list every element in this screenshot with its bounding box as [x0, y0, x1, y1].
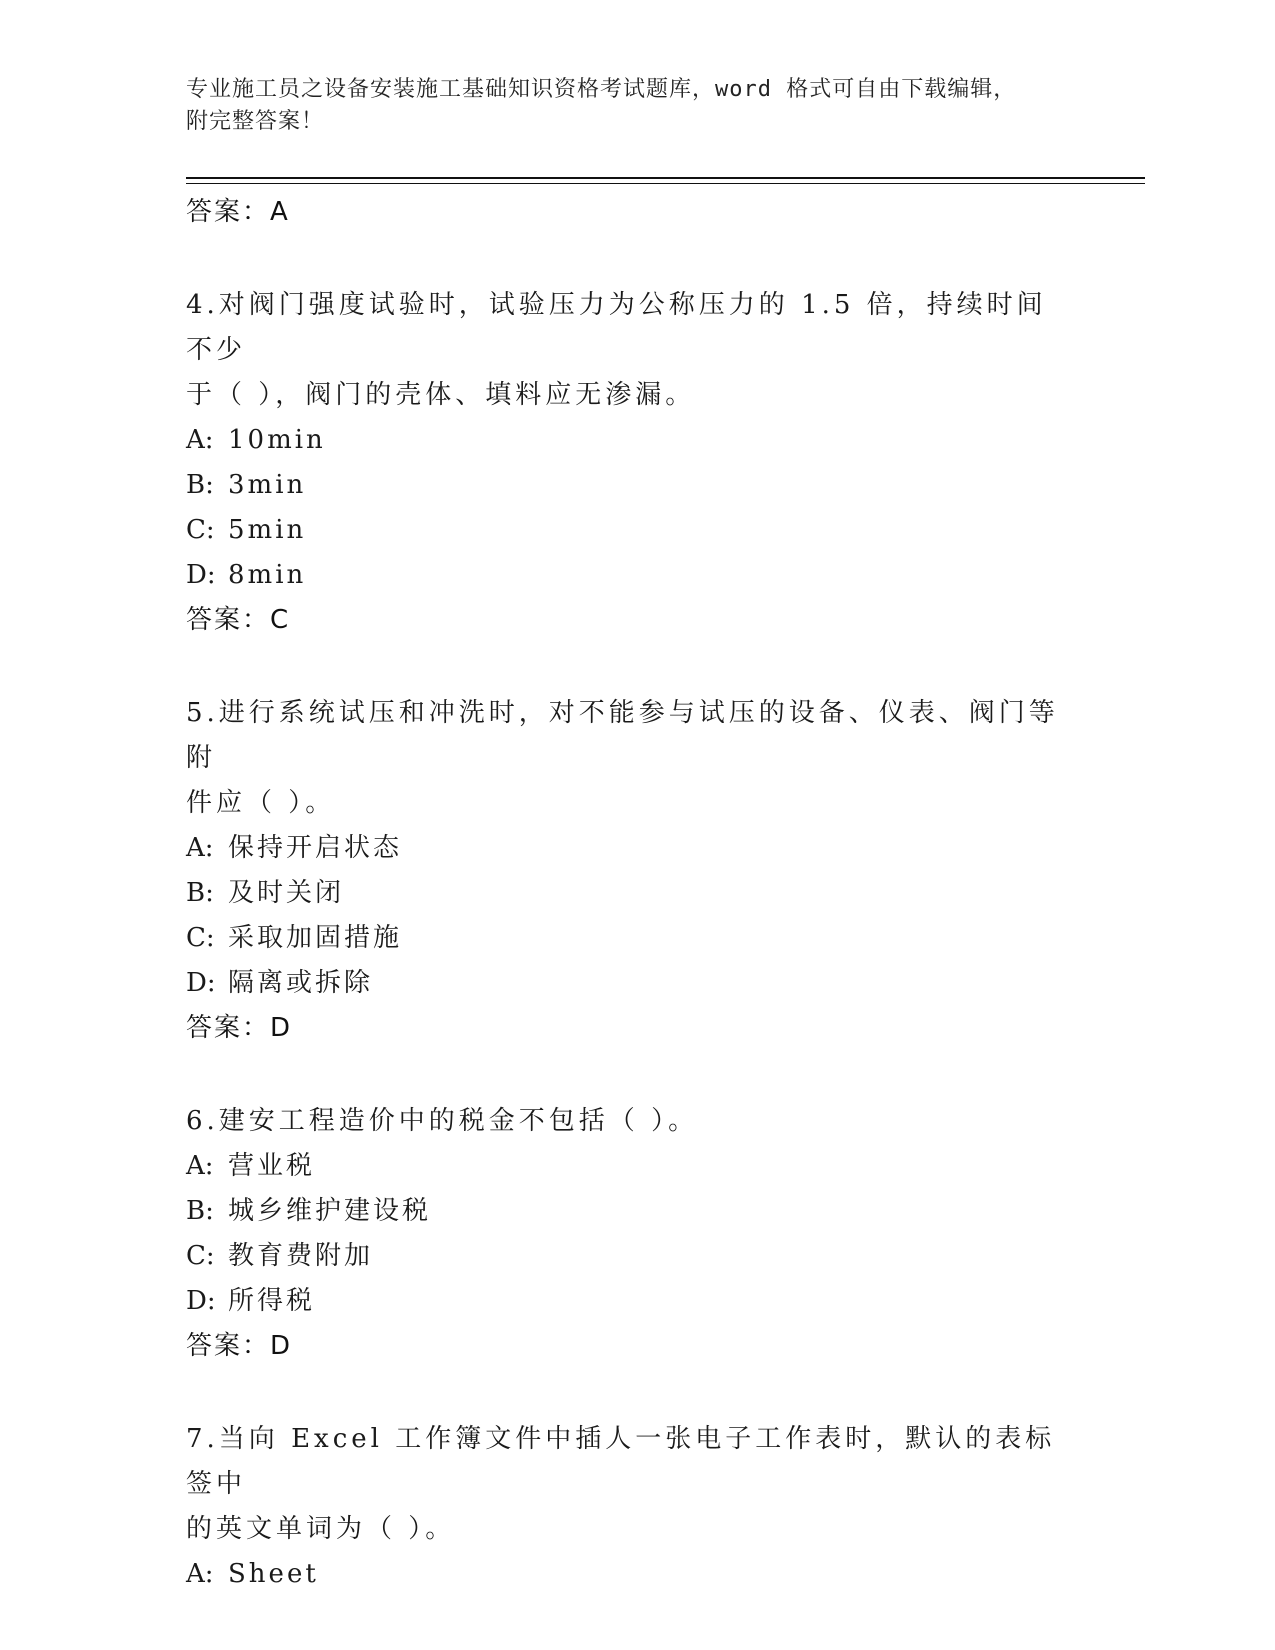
option-text: 及时关闭 [228, 878, 345, 908]
option-text: 10min [228, 425, 326, 455]
option-c [186, 508, 1066, 553]
question-stem-line: 于（ ），阀门的壳体、填料应无渗漏。 [186, 380, 696, 410]
option-c [186, 916, 1066, 961]
option-key: A: [186, 1151, 214, 1181]
option-a [186, 1552, 1066, 1597]
answer-previous: 答案：A [186, 197, 290, 227]
option-key: B: [186, 878, 214, 908]
option-b [186, 871, 1066, 916]
question-stem-line: 6.建安工程造价中的税金不包括（ ）。 [186, 1106, 699, 1136]
header-line-1: 专业施工员之设备安装施工基础知识资格考试题库，word 格式可自由下载编辑， [186, 77, 1017, 102]
option-key: A: [186, 1559, 214, 1589]
option-text: 城乡维护建设税 [228, 1196, 432, 1226]
option-key: C: [186, 1241, 215, 1271]
option-a [186, 1144, 1066, 1189]
option-key: B: [186, 1196, 214, 1226]
document-header [186, 74, 1046, 138]
header-divider-thin [186, 183, 1145, 184]
header-line-2: 附完整答案！ [186, 109, 325, 134]
option-d [186, 961, 1066, 1006]
option-d [186, 1279, 1066, 1324]
option-d [186, 553, 1066, 598]
question-stem-line: 件应（ ）。 [186, 788, 336, 818]
option-c [186, 1234, 1066, 1279]
question-stem-line: 5.进行系统试压和冲洗时，对不能参与试压的设备、仪表、阀门等附 [186, 698, 1059, 773]
option-key: D: [186, 1286, 216, 1316]
option-text: 教育费附加 [228, 1241, 374, 1271]
option-text: 营业税 [228, 1151, 316, 1181]
question-6 [186, 1099, 1066, 1369]
option-text: 8min [228, 560, 307, 590]
option-text: 保持开启状态 [228, 833, 403, 863]
option-key: D: [186, 560, 216, 590]
option-text: 采取加固措施 [228, 923, 403, 953]
option-a [186, 826, 1066, 871]
option-key: D: [186, 968, 216, 998]
question-5 [186, 691, 1066, 1051]
option-key: C: [186, 923, 215, 953]
question-list [186, 190, 1066, 1597]
option-text: 5min [228, 515, 307, 545]
option-text: Sheet [228, 1559, 319, 1589]
question-stem [186, 1417, 1066, 1552]
answer: 答案：D [186, 1013, 293, 1043]
option-text: 隔离或拆除 [228, 968, 374, 998]
question-stem [186, 1099, 1066, 1144]
question-stem-line: 的英文单词为（ ）。 [186, 1514, 456, 1544]
question-stem-line: 7.当向 Excel 工作簿文件中插人一张电子工作表时，默认的表标签中 [186, 1424, 1056, 1499]
question-stem [186, 283, 1066, 418]
option-text: 所得税 [228, 1286, 316, 1316]
option-b [186, 1189, 1066, 1234]
option-key: C: [186, 515, 215, 545]
question-4 [186, 283, 1066, 643]
header-divider-thick [186, 177, 1145, 179]
question-stem [186, 691, 1066, 826]
answer: 答案：D [186, 1331, 293, 1361]
answer: 答案：C [186, 605, 291, 635]
question-stem-line: 4.对阀门强度试验时，试验压力为公称压力的 1.5 倍，持续时间不少 [186, 290, 1047, 365]
option-key: A: [186, 425, 214, 455]
question-7 [186, 1417, 1066, 1597]
option-b [186, 463, 1066, 508]
option-text: 3min [228, 470, 307, 500]
option-key: A: [186, 833, 214, 863]
option-key: B: [186, 470, 214, 500]
option-a [186, 418, 1066, 463]
